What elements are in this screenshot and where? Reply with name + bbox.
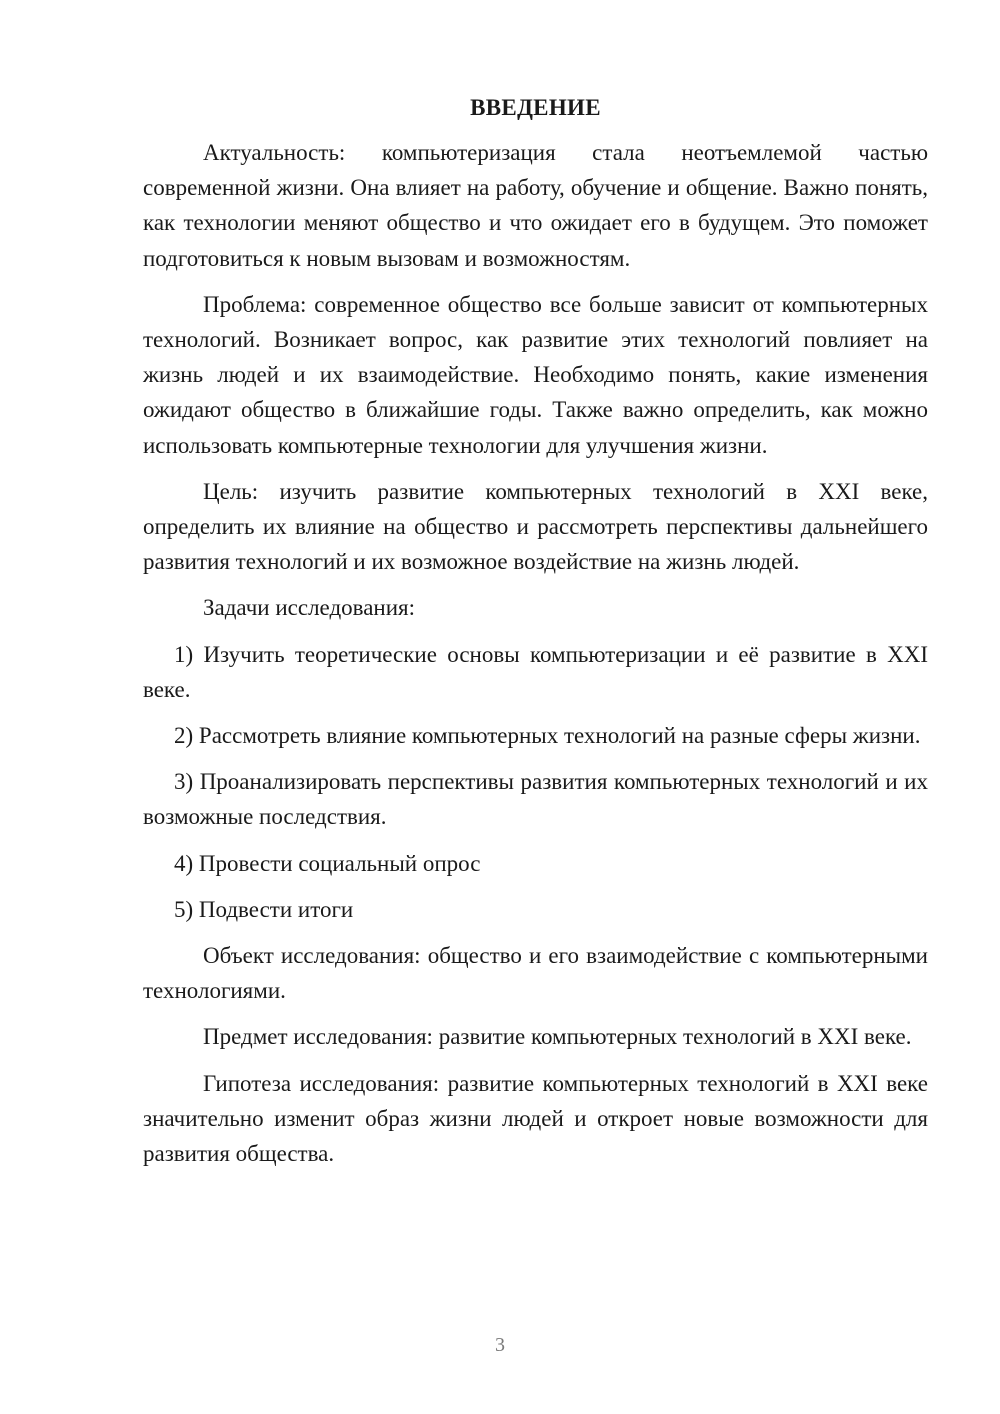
document-page (143, 95, 928, 1182)
paragraph-subject: Предмет исследования: развитие компьютерных технологий в XXI веке. (203, 1024, 912, 1050)
task-item-4: 4) Провести социальный опрос (174, 850, 481, 876)
task-item-3: 3) Проанализировать перспективы развития компьютерных технологий и их возможные последствия. (143, 769, 928, 830)
section-title: ВВЕДЕНИЕ (470, 95, 601, 120)
task-item-1: 1) Изучить теоретические основы компьютеризации и её развитие в XXI веке. (143, 641, 928, 702)
paragraph-object: Объект исследования: общество и его взаимодействие с компьютерными технологиями. (143, 943, 928, 1004)
paragraph-tasks-heading: Задачи исследования: (203, 595, 416, 621)
paragraph-relevance: Актуальность: компьютеризация стала неотъемлемой частью современной жизни. Она влияет на работу, обучение и общение. Важно понять, как технологии меняют общество и что ожидает его в будущем. Это поможет подготовиться к новым вызовам и возможностям. (143, 140, 928, 271)
paragraph-goal: Цель: изучить развитие компьютерных технологий в XXI веке, определить их влияние на общество и рассмотреть перспективы дальнейшего развития технологий и их возможное воздействие на жизнь людей. (143, 478, 928, 575)
paragraph-hypothesis: Гипотеза исследования: развитие компьютерных технологий в XXI веке значительно изменит образ жизни людей и откроет новые возможности для развития общества. (143, 1070, 928, 1167)
task-item-2: 2) Рассмотреть влияние компьютерных технологий на разные сферы жизни. (174, 723, 921, 749)
task-item-5: 5) Подвести итоги (174, 896, 354, 922)
paragraph-problem: Проблема: современное общество все больше зависит от компьютерных технологий. Возникает вопрос, как развитие этих технологий повлияет на жизнь людей и их взаимодействие. Необходимо понять, какие изменения ожидают общество в ближайшие годы. Также важно определить, как можно использовать компьютерные технологии для улучшения жизни. (143, 291, 928, 458)
page-number: 3 (495, 1334, 505, 1356)
